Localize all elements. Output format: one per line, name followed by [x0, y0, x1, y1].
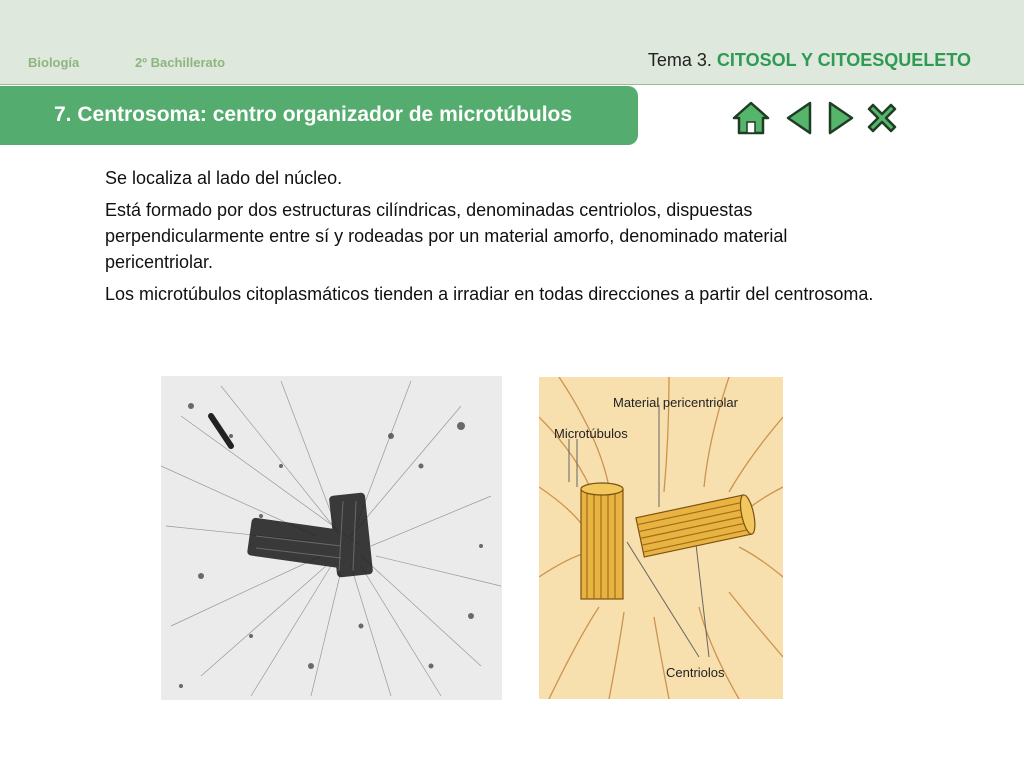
vertical-centriole: [581, 483, 623, 599]
paragraph-structure: Está formado por dos estructuras cilíndricas, denominadas centriolos, dispuestas perpendicularmente entre sí y rodeadas por un material amorfo, denominado material pericentriolar.: [105, 200, 788, 272]
tema-heading: [648, 50, 971, 71]
arrow-right-icon[interactable]: [826, 100, 856, 136]
label-centriolos: Centriolos: [666, 665, 725, 680]
electron-micrograph-image: [161, 376, 502, 700]
tema-prefix: Tema 3.: [647, 50, 712, 70]
home-icon[interactable]: [732, 100, 770, 136]
subject-label: Biología: [28, 55, 80, 70]
centrosome-diagram: [539, 377, 783, 699]
level-label: 2º Bachillerato: [135, 55, 226, 70]
tema-title: CITOSOL Y CITOESQUELETO: [716, 50, 971, 70]
paragraph-location: Se localiza al lado del núcleo.: [105, 168, 343, 188]
label-microtubulos: Microtúbulos: [554, 426, 628, 441]
section-banner: [0, 86, 638, 145]
top-header: [0, 0, 1024, 85]
micrograph-texture: [161, 376, 502, 700]
paragraph-microtubules: Los microtúbulos citoplasmáticos tienden a irradiar en todas direcciones a partir del centrosoma.: [105, 284, 874, 304]
arrow-left-icon[interactable]: [784, 100, 814, 136]
close-icon[interactable]: [864, 100, 900, 136]
label-pericentriolar: Material pericentriolar: [613, 395, 738, 410]
content-text: [105, 165, 895, 313]
section-title: 7. Centrosoma: centro organizador de microtúbulos: [54, 103, 573, 126]
